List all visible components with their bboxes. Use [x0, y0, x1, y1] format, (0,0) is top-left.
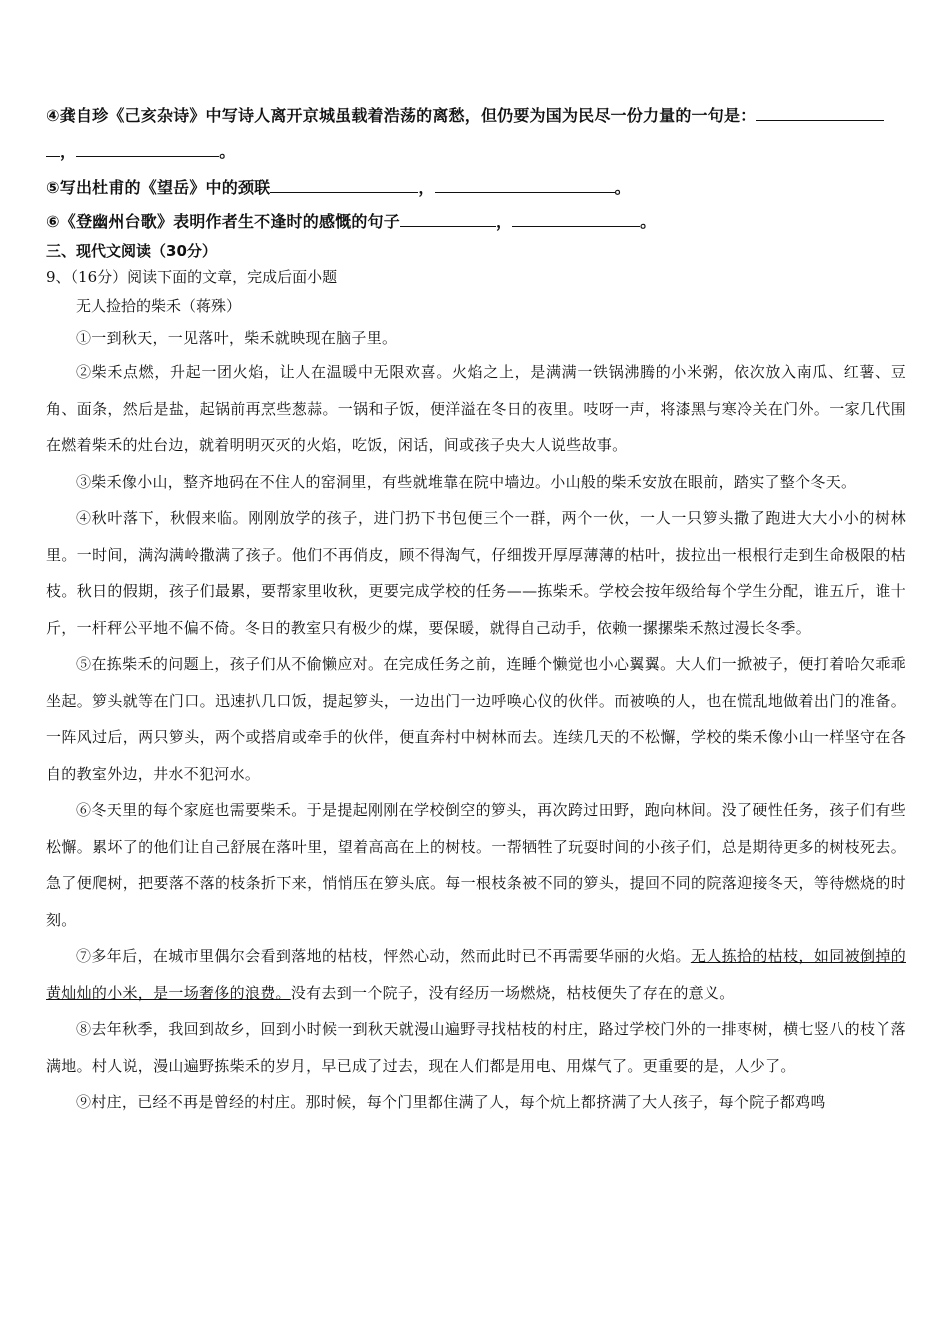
paragraph-3: ③柴禾像小山，整齐地码在不住人的窑洞里，有些就堆靠在院中墙边。小山般的柴禾安放在眼前，踏实了整个冬天。 — [76, 472, 857, 491]
paragraph-5: ⑤在拣柴禾的问题上，孩子们从不偷懒应对。在完成任务之前，连睡个懒觉也小心翼翼。大人们一掀被子，便打着哈欠乖乖坐起。箩头就等在门口。迅速扒几口饭，提起箩头，一边出门一边呼唤心仪的伙伴。而被唤的人，也在慌乱地做着出门的准备。一阵风过后，两只箩头，两个或搭肩或牵手的伙伴，便直奔村中树林而去。连续几天的不松懈，学校的柴禾像小山一样坚守在各自的教室外边，井水不犯河水。 — [46, 655, 906, 783]
answer-blank[interactable] — [46, 136, 60, 157]
paragraph-1: ①一到秋天，一见落叶，柴禾就映现在脑子里。 — [76, 329, 398, 347]
answer-blank[interactable] — [512, 206, 640, 227]
paragraph-7 — [46, 938, 906, 1011]
question-6 — [46, 206, 906, 238]
question-9-intro: 9、（16分）阅读下面的文章，完成后面小题 — [46, 268, 338, 286]
paragraph-7-part-b: 没有去到一个院子，没有经历一场燃烧，枯枝便失了存在的意义。 — [290, 983, 735, 1002]
question-4-text: ④龚自珍《己亥杂诗》中写诗人离开京城虽载着浩荡的离愁，但仍要为国为民尽一份力量的一句是： — [46, 106, 757, 125]
answer-blank[interactable] — [270, 172, 418, 193]
question-6-text: ⑥《登幽州台歌》表明作者生不逢时的感慨的句子 — [46, 212, 400, 231]
paragraph-8: ⑧去年秋季，我回到故乡，回到小时候一到秋天就漫山遍野寻找枯枝的村庄，路过学校门外的一排枣树，横七竖八的枝丫落满地。村人说，漫山遍野拣柴禾的岁月，早已成了过去，现在人们都是用电、用煤气了。更重要的是，人少了。 — [46, 1020, 906, 1075]
answer-blank[interactable] — [435, 172, 615, 193]
paragraph-4: ④秋叶落下，秋假来临。刚刚放学的孩子，进门扔下书包便三个一群，两个一伙，一人一只箩头撒了跑进大大小小的树林里。一时间，满沟满岭撒满了孩子。他们不再俏皮，顾不得淘气，仔细拨开厚厚薄薄的枯叶，拔拉出一根根行走到生命极限的枯枝。秋日的假期，孩子们最累，要帮家里收秋，更要完成学校的任务——拣柴禾。学校会按年级给每个学生分配，谁五斤，谁十斤，一杆秤公平地不偏不倚。冬日的教室只有极少的煤，要保暖，就得自己动手，依赖一摞摞柴禾熬过漫长冬季。 — [46, 509, 906, 637]
paragraph-9: ⑨村庄，已经不再是曾经的村庄。那时候，每个门里都住满了人，每个炕上都挤满了大人孩子，每个院子都鸡鸣 — [76, 1093, 826, 1111]
paragraph-2: ②柴禾点燃，升起一团火焰，让人在温暖中无限欢喜。火焰之上，是满满一铁锅沸腾的小米粥，依次放入南瓜、红薯、豆角、面条，然后是盐，起锅前再烹些葱蒜。一锅和子饭，便洋溢在冬日的夜里。吱呀一声，将漆黑与寒冷关在门外。一家几代围在燃着柴禾的灶台边，就着明明灭灭的火焰，吃饭，闲话，间或孩子央大人说些故事。 — [46, 363, 906, 454]
period: 。 — [219, 142, 236, 161]
period: 。 — [640, 212, 657, 231]
section-heading: 三、现代文阅读（30分） — [46, 242, 217, 260]
underlined-sentence: 无人拣拾的枯枝，如同被倒掉的黄灿灿的小米，是一场奢侈的浪费。 — [46, 947, 906, 1002]
paragraph-7-part-a: ⑦多年后，在城市里偶尔会看到落地的枯枝，怦然心动，然而此时已不再需要华丽的火焰。 — [76, 947, 691, 965]
question-5 — [46, 170, 906, 206]
answer-blank[interactable] — [76, 136, 219, 157]
question-5-text: ⑤写出杜甫的《望岳》中的颈联 — [46, 178, 271, 197]
separator: ， — [60, 142, 77, 161]
answer-blank[interactable] — [400, 206, 496, 227]
separator: ， — [495, 212, 513, 231]
question-4 — [46, 98, 906, 170]
separator: ， — [418, 178, 435, 197]
answer-blank[interactable] — [756, 100, 884, 121]
paragraph-6: ⑥冬天里的每个家庭也需要柴禾。于是提起刚刚在学校倒空的箩头，再次跨过田野，跑向林间。没了硬性任务，孩子们有些松懈。累坏了的他们让自己舒展在落叶里，望着高高在上的树枝。一帮牺牲了玩耍时间的小孩子们，总是期待更多的树枝死去。急了便爬树，把要落不落的枝条折下来，悄悄压在箩头底。每一根枝条被不同的箩头，提回不同的院落迎接冬天，等待燃烧的时刻。 — [46, 801, 906, 929]
document-page — [46, 98, 906, 1121]
period: 。 — [614, 178, 631, 197]
article-title: 无人捡拾的柴禾（蒋殊） — [76, 297, 242, 315]
